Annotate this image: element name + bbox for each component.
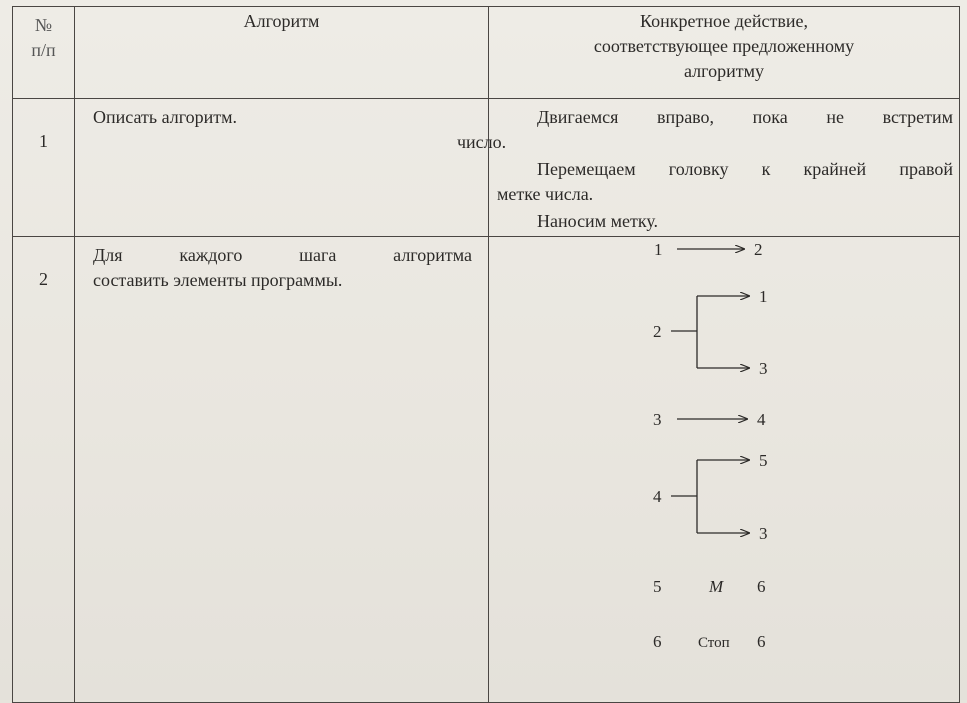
step6-from-label: 6	[653, 632, 662, 651]
step2-to-a-label: 1	[759, 287, 768, 306]
algorithm-table	[12, 6, 960, 703]
step5-to-label: 6	[757, 577, 766, 596]
row-1-action-p2	[497, 157, 953, 207]
header-number-line1: №	[34, 15, 53, 35]
program-diagram	[489, 237, 959, 702]
program-diagram-svg	[489, 237, 959, 702]
header-number-line2: п/п	[31, 40, 56, 60]
row-1-action-p2-line1: Перемещаем головку к крайней правой	[537, 159, 953, 179]
step2-to-b-label: 3	[759, 359, 768, 378]
row-2-algorithm	[75, 237, 489, 703]
row-2-algorithm-line2: составить элементы программы.	[93, 270, 343, 290]
table-row	[13, 99, 960, 237]
row-1-action-p1	[457, 105, 953, 155]
step4-to-a-label: 5	[759, 451, 768, 470]
header-action-line1: Конкретное действие,	[640, 11, 808, 31]
row-1-action-p1-line2: число.	[457, 132, 507, 152]
row-1-number: 1	[13, 99, 75, 237]
table-header-row	[13, 7, 960, 99]
header-action-line3: алгоритму	[684, 61, 764, 81]
step3-from-label: 3	[653, 410, 662, 429]
step4-to-b-label: 3	[759, 524, 768, 543]
step4-from-label: 4	[653, 487, 662, 506]
header-algorithm: Алгоритм	[75, 7, 489, 99]
header-action-line2: соответствующее предложенному	[593, 36, 855, 56]
table-row	[13, 237, 960, 703]
step3-to-label: 4	[757, 410, 766, 429]
row-2-algorithm-line1: Для каждого шага алгоритма	[93, 245, 472, 265]
step5-mark-label: M	[709, 577, 724, 596]
step6-stop-label: Стоп	[698, 635, 730, 651]
row-1-action-p2-line2: метке числа.	[497, 184, 594, 204]
step5-from-label: 5	[653, 577, 662, 596]
header-number	[13, 7, 75, 99]
row-1-action	[457, 99, 960, 237]
row-2-action	[489, 237, 960, 703]
row-1-action-p3: Наносим метку.	[537, 211, 659, 231]
row-1-algorithm: Описать алгоритм.	[75, 99, 489, 237]
step1-from-label: 1	[654, 240, 663, 259]
step6-to-label: 6	[757, 632, 766, 651]
step2-from-label: 2	[653, 322, 662, 341]
row-1-action-p1-line1: Двигаемся вправо, пока не встретим	[537, 107, 953, 127]
row-2-number: 2	[13, 237, 75, 703]
step1-to-label: 2	[754, 240, 763, 259]
header-action	[489, 7, 960, 99]
